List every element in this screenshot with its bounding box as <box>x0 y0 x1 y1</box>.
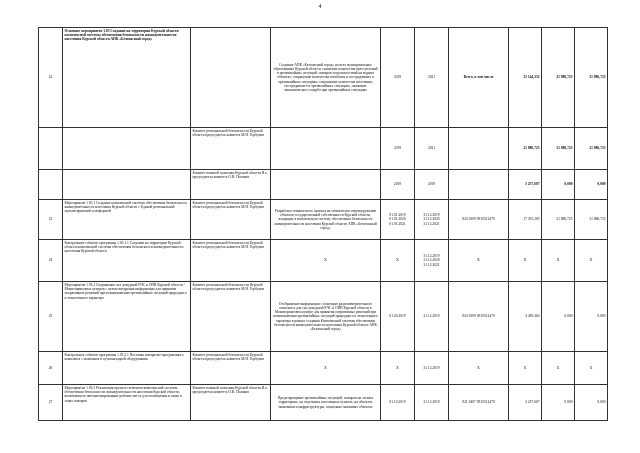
table-row <box>39 200 608 240</box>
amount-2020: X <box>542 240 575 282</box>
measure-name: Основное мероприятие 1.03 Создание на территории Курской области комплексной системы обеспечения безопасности жизнедеятельности населения Курской области АПК «Безопасный город» <box>63 28 191 128</box>
amount-2021: 21 886,725 <box>575 128 608 170</box>
row-number <box>39 170 63 200</box>
row-number: 27 <box>39 385 63 421</box>
table-row <box>39 385 608 421</box>
row-number: 23 <box>39 200 63 240</box>
end-date: 31.12.2019 31.12.2020 31.12.2021 <box>415 200 449 240</box>
program-table <box>38 27 608 421</box>
table-row <box>39 282 608 352</box>
amount-2021: 0,000 <box>575 385 608 421</box>
budget-code: 821 0407 0910312470 <box>449 385 509 421</box>
row-number: 25 <box>39 282 63 352</box>
amount-2021: 21 886,725 <box>575 28 608 128</box>
budget-code: X <box>449 240 509 282</box>
expected-result: Создание АПК «Безопасный город» на всех муниципальных образованиях Курской области, снижение количества преступлений и чрезвычайных ситуаций, пожаров и происшествий на водных объектах; сокращение количества погибших и пострадавших в чрезвычайных ситуациях; сокращение количества населения, пострадавшего в чрезвычайных ситуациях, снижение экономического ущерба при чрезвычайных ситуациях <box>271 28 381 128</box>
amount-2019: 17 391,285 <box>509 200 542 240</box>
amount-2021: X <box>575 352 608 385</box>
table-row <box>39 28 608 128</box>
amount-2021: 21 886,725 <box>575 200 608 240</box>
amount-2020: 0,000 <box>542 385 575 421</box>
page-number: 4 <box>318 4 322 10</box>
responsible: Комитет региональной безопасности Курской области председатель комитета М.Н. Горбунов <box>191 240 271 282</box>
expected-result: X <box>271 240 381 282</box>
table-row <box>39 240 608 282</box>
amount-2020: 21 886,725 <box>542 128 575 170</box>
amount-2021: X <box>575 240 608 282</box>
expected-result: Разработка технического проекта на техническое перевооружение объектов государственной собственности Курской области, входящих в комплексную систему обеспечения безопасности жизнедеятельности населения Курской области АПК «Безопасный город» <box>271 200 381 240</box>
amount-2020: X <box>542 352 575 385</box>
amount-2019: 21 886,725 <box>509 128 542 170</box>
end-date: 2021 <box>415 128 449 170</box>
measure-name: Мероприятие 1.03.2 Сопряжение сил дежурной ЕЧС и ОПВ Курской области /Мониторинговых центров с целью внедрения информации для принятия оперативных решений при возникновении чрезвычайных ситуаций природного и техногенного характера <box>63 282 191 352</box>
responsible: Комитет военной политики Курской области И.о. председателя комитета О.В. Поляков <box>191 170 271 200</box>
responsible <box>191 28 271 128</box>
start-date: 2019 <box>381 28 415 128</box>
responsible: Комитет военной политики Курской области И.о. председателя комитета О.В. Поляков <box>191 385 271 421</box>
row-number <box>39 128 63 170</box>
measure-name: Мероприятие 1.03.3 Реализация проекта сегментов комплексной системы обеспечения безопасности жизнедеятельности населения Курской области, включающего автоматизированные рабочие места для оповещения и связи в зонах пожаров <box>63 385 191 421</box>
expected-result: Предотвращение чрезвычайных ситуаций, пожаров на лесных территориях, на отдельных населенных пунктах, на объектах экономики и инфраструктуры, социально-значимых объектах <box>271 385 381 421</box>
expected-result <box>271 170 381 200</box>
responsible: Комитет региональной безопасности Курской области председатель комитета М.Н. Горбунов <box>191 128 271 170</box>
budget-code <box>449 170 509 200</box>
end-date: 31.12.2019 <box>415 282 449 352</box>
amount-2020: 21 886,725 <box>542 200 575 240</box>
amount-2019: 4 495,464 <box>509 282 542 352</box>
measure-name: Контрольное событие программы 1.03.1.1 Создание на территории Курской области комплексной системы обеспечения безопасности жизнедеятельности населения Курской области <box>63 240 191 282</box>
amount-2021: 0,000 <box>575 170 608 200</box>
table-row <box>39 170 608 200</box>
end-date: 2019 <box>415 170 449 200</box>
row-number: 24 <box>39 240 63 282</box>
responsible: Комитет региональной безопасности Курской области председатель комитета М.Н. Горбунов <box>191 352 271 385</box>
amount-2019: 3 257,607 <box>509 170 542 200</box>
amount-2021: 0,000 <box>575 282 608 352</box>
table-row <box>39 128 608 170</box>
responsible: Комитет региональной безопасности Курской области председатель комитета М.Н. Горбунов <box>191 200 271 240</box>
expected-result: X <box>271 352 381 385</box>
measure-name <box>63 128 191 170</box>
end-date: 31.12.2019 <box>415 352 449 385</box>
end-date: 31.12.2019 <box>415 385 449 421</box>
responsible: Комитет региональной безопасности Курской области председатель комитета М.Н. Горбунов <box>191 282 271 352</box>
table-row <box>39 352 608 385</box>
amount-2019: 3 257,607 <box>509 385 542 421</box>
budget-code <box>449 128 509 170</box>
budget-code: Всего, в том числе <box>449 28 509 128</box>
amount-2020: 0,000 <box>542 170 575 200</box>
budget-code: 843 0309 0910312470 <box>449 200 509 240</box>
start-date: 01.01.2019 01.01.2020 01.01.2021 <box>381 200 415 240</box>
expected-result <box>271 128 381 170</box>
start-date: 01.10.2019 <box>381 385 415 421</box>
amount-2019: X <box>509 352 542 385</box>
measure-name <box>63 170 191 200</box>
start-date: 2019 <box>381 128 415 170</box>
row-number: 22 <box>39 28 63 128</box>
start-date: X <box>381 240 415 282</box>
amount-2020: 21 886,725 <box>542 28 575 128</box>
end-date: 31.12.2019 31.12.2020 31.12.2021 <box>415 240 449 282</box>
budget-code: X <box>449 352 509 385</box>
start-date: X <box>381 352 415 385</box>
budget-code: 843 0309 0910312470 <box>449 282 509 352</box>
start-date: 01.04.2019 <box>381 282 415 352</box>
start-date: 2019 <box>381 170 415 200</box>
row-number: 26 <box>39 352 63 385</box>
end-date: 2021 <box>415 28 449 128</box>
measure-name: Контрольное событие программы 1.03.2.1 Поставка аппаратно-программного комплекса с монтажом и пусконаладкой оборудования <box>63 352 191 385</box>
amount-2019: X <box>509 240 542 282</box>
measure-name: Мероприятие 1.03.1 Создание комплексной системы обеспечения безопасности жизнедеятельности населения Курской области с Единой региональной мультисервисной платформой <box>63 200 191 240</box>
amount-2019: 25 144,332 <box>509 28 542 128</box>
expected-result: Отображение информации с помощью радиоизмерительного комплекса для сил дежурной ЕЧС и ОПВ Курской области в Мониторинговом центре для принятия оперативных решений при возникновении чрезвычайных ситуаций природного и техногенного характера в рамках создания Комплексной системы обеспечения безопасности жизнедеятельности населения Курской области АПК «Безопасный город» <box>271 282 381 352</box>
amount-2020: 0,000 <box>542 282 575 352</box>
